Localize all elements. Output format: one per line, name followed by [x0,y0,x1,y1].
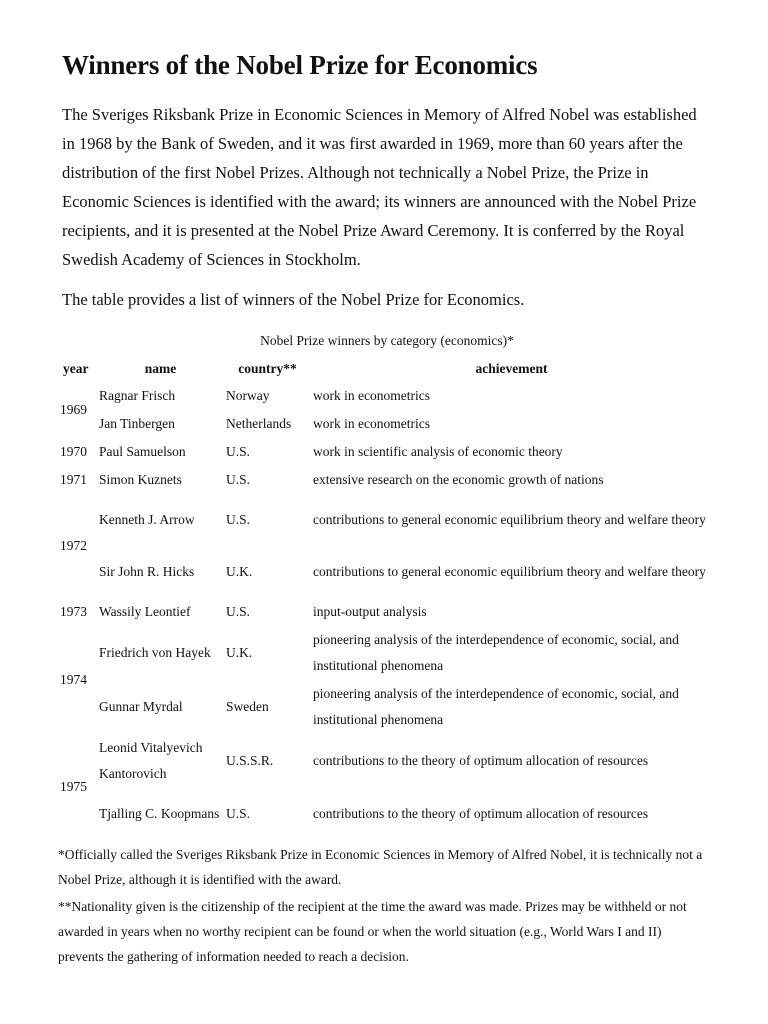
achievement-cell: input-output analysis [313,604,427,619]
name-cell: Wassily Leontief [99,604,191,619]
achievement-cell: contributions to the theory of optimum allocation of resources [313,753,649,768]
country-cell: U.S.S.R. [226,753,274,768]
table-row [59,466,712,494]
achievement-cell: work in econometrics [313,416,430,431]
name-cell: Leonid Vitalyevich Kantorovich [99,740,203,781]
country-cell: Norway [226,388,270,403]
year-cell: 1970 [60,444,87,459]
year-cell: 1971 [60,472,87,487]
year-cell: 1974 [60,672,87,687]
achievement-cell: contributions to general economic equilibrium theory and welfare theory [313,564,706,579]
table-row [59,598,712,626]
page-title: Winners of the Nobel Prize for Economics [62,50,538,80]
achievement-cell: extensive research on the economic growth of nations [313,472,604,487]
achievement-cell: work in econometrics [313,388,430,403]
name-cell: Simon Kuznets [99,472,182,487]
country-cell: U.S. [226,806,251,821]
achievement-cell: contributions to the theory of optimum allocation of resources [313,806,649,821]
table-header-row [59,356,712,382]
country-cell: U.K. [226,645,253,660]
table-row [59,680,712,734]
table-lead-paragraph: The table provides a list of winners of the Nobel Prize for Economics. [62,290,525,309]
table-row [59,734,712,788]
name-cell: Tjalling C. Koopmans [99,806,220,821]
header-country: country** [238,361,297,376]
header-name: name [144,361,177,376]
table-row [59,410,712,438]
table-row [59,494,712,546]
name-cell: Paul Samuelson [99,444,186,459]
achievement-cell: pioneering analysis of the interdependence of economic, social, and institutional phenomena [313,632,679,673]
name-cell: Sir John R. Hicks [99,564,195,579]
country-cell: U.S. [226,444,251,459]
winners-table [59,356,712,840]
year-cell: 1972 [60,538,87,553]
name-cell: Kenneth J. Arrow [99,512,195,527]
table-row [59,546,712,598]
year-cell: 1973 [60,604,87,619]
country-cell: Netherlands [226,416,292,431]
table-row [59,788,712,840]
name-cell: Gunnar Myrdal [99,699,183,714]
table-caption: Nobel Prize winners by category (economics)* [260,333,514,348]
table-row [59,438,712,466]
country-cell: U.S. [226,512,251,527]
year-cell: 1975 [60,779,87,794]
name-cell: Ragnar Frisch [99,388,176,403]
intro-paragraph: The Sveriges Riksbank Prize in Economic Sciences in Memory of Alfred Nobel was established in 1968 by the Bank of Sweden, and it was first awarded in 1969, more than 60 years after the distribution of the first Nobel Prizes. Although not technically a Nobel Prize, the Prize in Economic Sciences is identified with the award; its winners are announced with the Nobel Prize recipients, and it is presented at the Nobel Prize Award Ceremony. It is conferred by the Royal Swedish Academy of Sciences in Stockholm. [62,105,697,269]
country-cell: Sweden [226,699,269,714]
table-row [59,626,712,680]
country-cell: U.S. [226,604,251,619]
footnote-official-name: *Officially called the Sveriges Riksbank Prize in Economic Sciences in Memory of Alfred Nobel, it is technically not a Nobel Prize, although it is identified with the award. [58,847,703,887]
country-cell: U.K. [226,564,253,579]
header-achievement: achievement [475,361,548,376]
footnote-nationality: **Nationality given is the citizenship of the recipient at the time the award was made. Prizes may be withheld or not awarded in years when no worthy recipient can be found or when the world situation (e.g., World Wars I and II) prevents the gathering of information needed to reach a decision. [58,899,687,964]
achievement-cell: work in scientific analysis of economic theory [313,444,563,459]
country-cell: U.S. [226,472,251,487]
header-year: year [63,361,89,376]
name-cell: Friedrich von Hayek [99,645,211,660]
achievement-cell: pioneering analysis of the interdependence of economic, social, and institutional phenomena [313,686,679,727]
achievement-cell: contributions to general economic equilibrium theory and welfare theory [313,512,706,527]
name-cell: Jan Tinbergen [99,416,175,431]
table-row [59,382,712,410]
year-cell: 1969 [60,402,87,417]
